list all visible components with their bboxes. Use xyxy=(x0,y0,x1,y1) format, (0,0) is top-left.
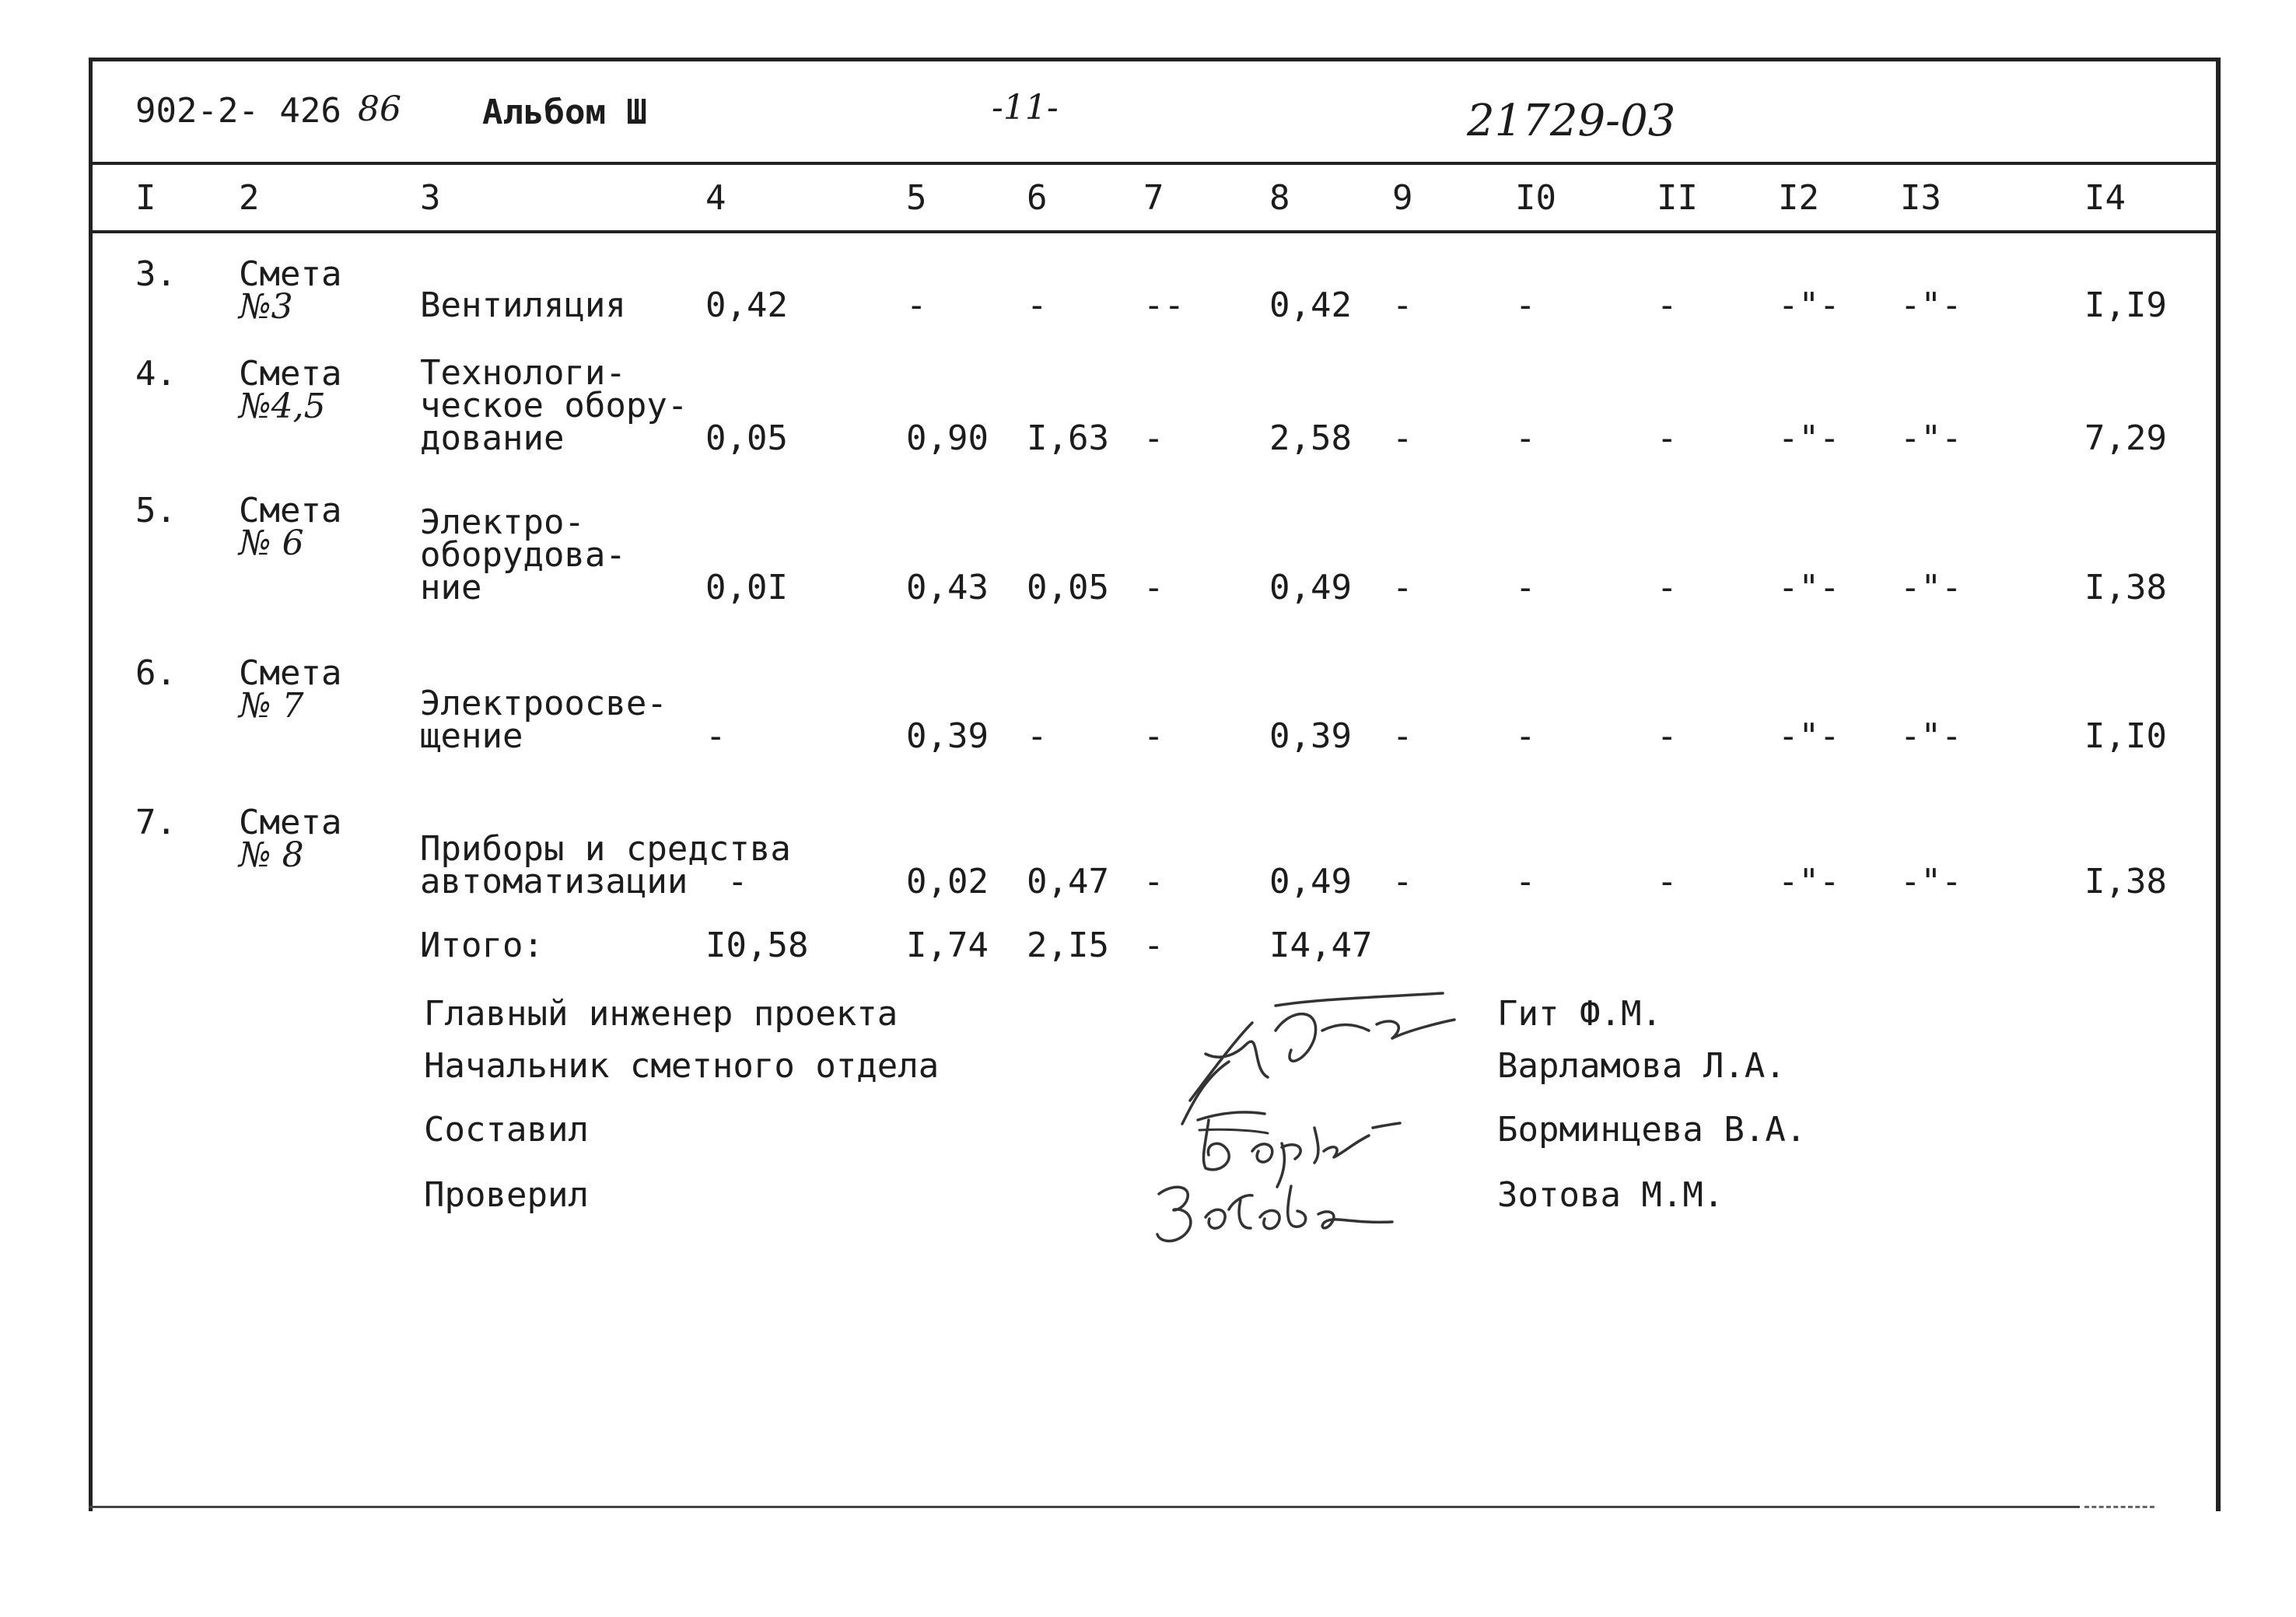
work-name: автоматизации xyxy=(420,862,688,901)
work-name: дование xyxy=(420,418,565,458)
estimate-ref: №4,5 xyxy=(239,387,326,426)
estimate-ref: №3 xyxy=(239,287,293,327)
work-name: Технологи- xyxy=(420,353,626,393)
work-name: ческое обору- xyxy=(420,386,688,425)
cell-c14: I,I0 xyxy=(2084,716,2167,756)
column-number-9: 9 xyxy=(1392,178,1413,218)
cell-c10: - xyxy=(1515,862,1536,901)
cell-c9: - xyxy=(1392,285,1413,325)
cell-c4: - xyxy=(727,862,748,901)
signature-name: Варламова Л.А. xyxy=(1497,1046,1786,1086)
column-number-1: I xyxy=(135,178,156,218)
cell-c14: 7,29 xyxy=(2084,418,2167,458)
cell-c6: - xyxy=(1027,285,1048,325)
cell-c10: - xyxy=(1515,285,1536,325)
total-c6: 2,I5 xyxy=(1027,926,1109,965)
signature-role: Составил xyxy=(424,1110,589,1150)
frame-bottom-line xyxy=(89,1506,2080,1508)
column-number-10: I0 xyxy=(1515,178,1556,218)
cell-c9: - xyxy=(1392,716,1413,756)
cell-c6: I,63 xyxy=(1027,418,1109,458)
cell-c10: - xyxy=(1515,568,1536,607)
cell-c7: - xyxy=(1143,418,1164,458)
frame-bottom-dash xyxy=(2084,1506,2154,1508)
total-c8: I4,47 xyxy=(1269,926,1373,965)
column-number-5: 5 xyxy=(906,178,927,218)
row-number: 6. xyxy=(135,653,177,693)
cell-c11: - xyxy=(1657,862,1678,901)
estimate-ref: Смета xyxy=(239,491,342,530)
cell-c7: - xyxy=(1143,568,1164,607)
cell-c13: -"- xyxy=(1900,862,1962,901)
cell-c10: - xyxy=(1515,716,1536,756)
cell-c4: 0,42 xyxy=(705,285,788,325)
column-number-12: I2 xyxy=(1778,178,1819,218)
cell-c14: I,38 xyxy=(2084,862,2167,901)
album-label: Альбом Ш xyxy=(482,93,647,132)
cell-c5: 0,02 xyxy=(906,862,989,901)
estimate-ref: № 8 xyxy=(239,835,304,875)
total-c4: I0,58 xyxy=(705,926,809,965)
column-number-7: 7 xyxy=(1143,178,1164,218)
cell-c13: -"- xyxy=(1900,568,1962,607)
cell-c12: -"- xyxy=(1778,568,1840,607)
column-number-4: 4 xyxy=(705,178,726,218)
cell-c11: - xyxy=(1657,568,1678,607)
cell-c5: 0,39 xyxy=(906,716,989,756)
cell-c13: -"- xyxy=(1900,716,1962,756)
cell-c6: 0,47 xyxy=(1027,862,1109,901)
signature-role: Проверил xyxy=(424,1175,589,1215)
total-c5: I,74 xyxy=(906,926,989,965)
column-number-8: 8 xyxy=(1269,178,1290,218)
estimate-ref: № 7 xyxy=(239,686,304,726)
cell-c7: - xyxy=(1143,716,1164,756)
cell-c4: - xyxy=(705,716,726,756)
estimate-ref: № 6 xyxy=(239,523,304,563)
cell-c9: - xyxy=(1392,418,1413,458)
work-name: ние xyxy=(420,568,482,607)
cell-c8: 2,58 xyxy=(1269,418,1352,458)
column-number-14: I4 xyxy=(2084,178,2126,218)
signature-role: Главный инженер проекта xyxy=(424,994,898,1034)
work-name: Вентиляция xyxy=(420,285,626,325)
cell-c7: - xyxy=(1143,862,1164,901)
cell-c12: -"- xyxy=(1778,716,1840,756)
column-number-3: 3 xyxy=(420,178,441,218)
cell-c9: - xyxy=(1392,568,1413,607)
page-frame xyxy=(89,58,2221,1511)
cell-c12: -"- xyxy=(1778,862,1840,901)
column-number-2: 2 xyxy=(239,178,260,218)
row-number: 5. xyxy=(135,491,177,530)
cell-c8: 0,49 xyxy=(1269,862,1352,901)
cell-c8: 0,39 xyxy=(1269,716,1352,756)
signature-role: Начальник сметного отдела xyxy=(424,1046,940,1086)
cell-c8: 0,49 xyxy=(1269,568,1352,607)
total-c7: - xyxy=(1143,926,1164,965)
cell-c8: 0,42 xyxy=(1269,285,1352,325)
cell-c11: - xyxy=(1657,418,1678,458)
cell-c4: 0,05 xyxy=(705,418,788,458)
column-header-rule xyxy=(89,230,2217,233)
cell-c9: - xyxy=(1392,862,1413,901)
column-number-11: II xyxy=(1657,178,1698,218)
cell-c13: -"- xyxy=(1900,285,1962,325)
estimate-ref: Смета xyxy=(239,803,342,842)
cell-c6: - xyxy=(1027,716,1048,756)
signature-name: Зотова М.М. xyxy=(1497,1175,1724,1215)
signature-zotova xyxy=(1143,1163,1408,1256)
column-number-13: I3 xyxy=(1900,178,1941,218)
cell-c12: -"- xyxy=(1778,418,1840,458)
work-name: Электро- xyxy=(420,502,585,542)
doc-year: 86 xyxy=(358,89,401,129)
cell-c10: - xyxy=(1515,418,1536,458)
cell-c14: I,I9 xyxy=(2084,285,2167,325)
column-number-6: 6 xyxy=(1027,178,1048,218)
cell-c5: 0,90 xyxy=(906,418,989,458)
estimate-ref: Смета xyxy=(239,254,342,294)
row-number: 7. xyxy=(135,803,177,842)
work-name: оборудова- xyxy=(420,535,626,575)
row-number: 3. xyxy=(135,254,177,294)
doc-number: 21729-03 xyxy=(1467,96,1676,146)
cell-c6: 0,05 xyxy=(1027,568,1109,607)
work-name: щение xyxy=(420,716,523,756)
cell-c5: - xyxy=(906,285,927,325)
page-number: -11- xyxy=(992,88,1059,128)
cell-c11: - xyxy=(1657,285,1678,325)
signature-name: Борминцева В.А. xyxy=(1497,1110,1807,1150)
cell-c14: I,38 xyxy=(2084,568,2167,607)
estimate-ref: Смета xyxy=(239,354,342,394)
cell-c4: 0,0I xyxy=(705,568,788,607)
work-name: Приборы и средства xyxy=(420,829,791,869)
cell-c13: -"- xyxy=(1900,418,1962,458)
total-label: Итого: xyxy=(420,926,544,965)
row-number: 4. xyxy=(135,354,177,394)
cell-c12: -"- xyxy=(1778,285,1840,325)
signature-name: Гит Ф.М. xyxy=(1497,994,1662,1034)
cell-c7: -- xyxy=(1143,285,1185,325)
doc-code: 902-2- 426 xyxy=(135,91,341,131)
cell-c11: - xyxy=(1657,716,1678,756)
header-rule xyxy=(89,162,2217,165)
cell-c5: 0,43 xyxy=(906,568,989,607)
estimate-ref: Смета xyxy=(239,653,342,693)
work-name: Электроосве- xyxy=(420,684,667,723)
